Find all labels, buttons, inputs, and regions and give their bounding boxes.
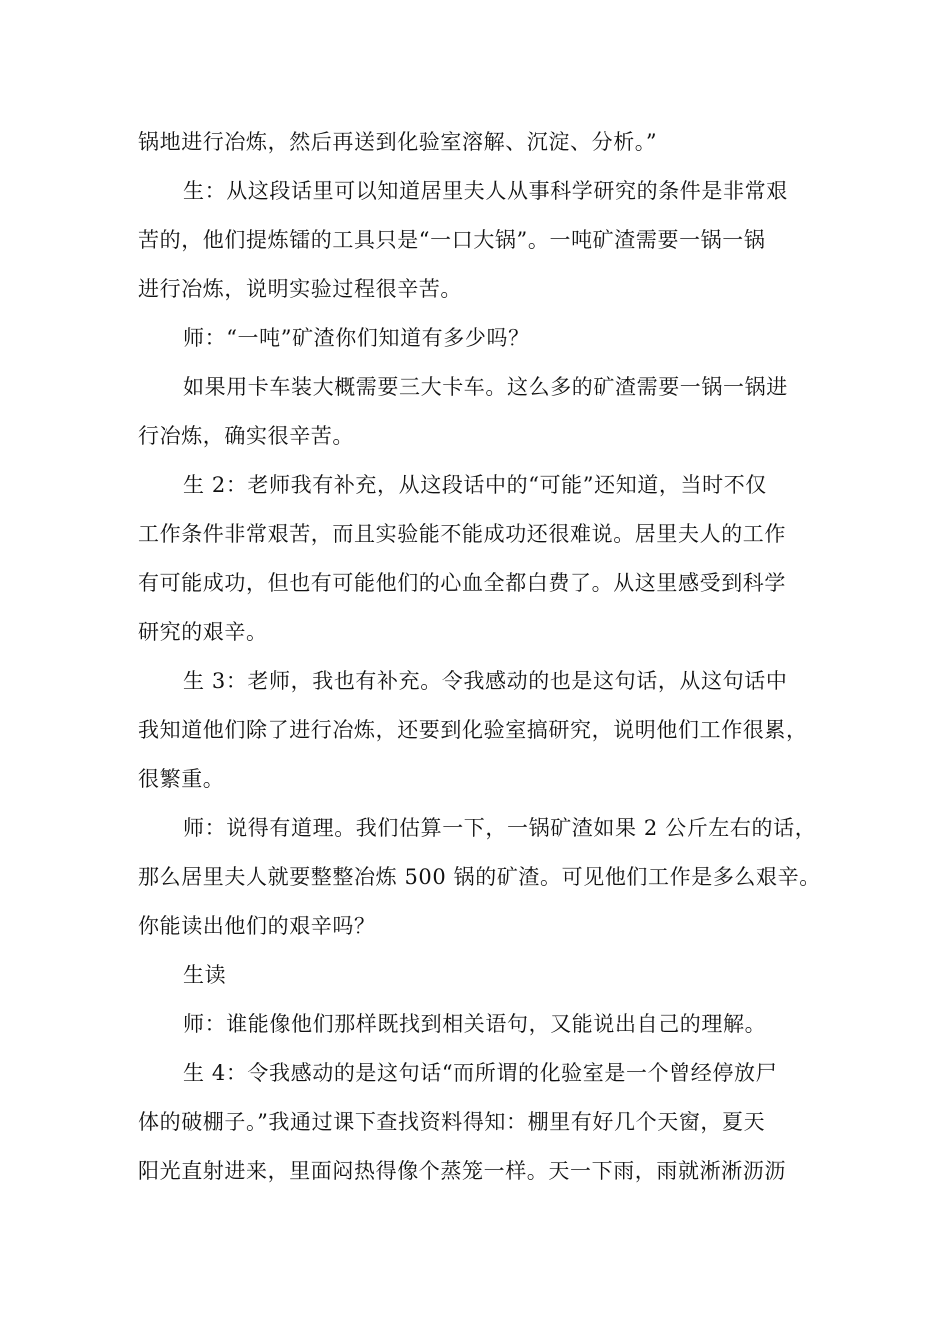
text-line: 师：“一吨”矿渣你们知道有多少吗？ (183, 326, 530, 350)
text-line: 师：谁能像他们那样既找到相关语句，又能说出自己的理解。 (183, 1012, 767, 1036)
text-line: 行冶炼，确实很辛苦。 (138, 424, 354, 448)
text-line: 那么居里夫人就要整整冶炼 500 锅的矿渣。可见他们工作是多么艰辛。 (138, 865, 821, 889)
text-line: 你能读出他们的艰辛吗？ (138, 914, 376, 938)
text-line: 生：从这段话里可以知道居里夫人从事科学研究的条件是非常艰 (183, 179, 788, 203)
text-line: 我知道他们除了进行冶炼，还要到化验室搞研究，说明他们工作很累， (138, 718, 808, 742)
text-line: 阳光直射进来，里面闷热得像个蒸笼一样。天一下雨，雨就淅淅沥沥 (138, 1159, 786, 1183)
text-line: 锅地进行冶炼，然后再送到化验室溶解、沉淀、分析。” (138, 130, 658, 154)
text-line: 研究的艰辛。 (138, 620, 268, 644)
text-line: 生 3：老师，我也有补充。令我感动的也是这句话，从这句话中 (183, 669, 788, 693)
text-line: 工作条件非常艰苦，而且实验能不能成功还很难说。居里夫人的工作 (138, 522, 786, 546)
text-line: 生 4：令我感动的是这句话“而所谓的化验室是一个曾经停放尸 (183, 1061, 778, 1085)
text-line: 体的破棚子。”我通过课下查找资料得知：棚里有好几个天窗，夏天 (138, 1110, 766, 1134)
text-line: 生读 (183, 963, 227, 987)
text-line: 进行冶炼，说明实验过程很辛苦。 (138, 277, 462, 301)
text-line: 很繁重。 (138, 767, 225, 791)
text-line: 有可能成功，但也有可能他们的心血全都白费了。从这里感受到科学 (138, 571, 786, 595)
text-line: 苦的，他们提炼镭的工具只是“一口大锅”。一吨矿渣需要一锅一锅 (138, 228, 766, 252)
text-line: 生 2：老师我有补充，从这段话中的“可能”还知道，当时不仅 (183, 473, 767, 497)
text-line: 师：说得有道理。我们估算一下，一锅矿渣如果 2 公斤左右的话， (183, 816, 817, 840)
document-text-body (138, 118, 828, 1196)
text-line: 如果用卡车装大概需要三大卡车。这么多的矿渣需要一锅一锅进 (183, 375, 788, 399)
